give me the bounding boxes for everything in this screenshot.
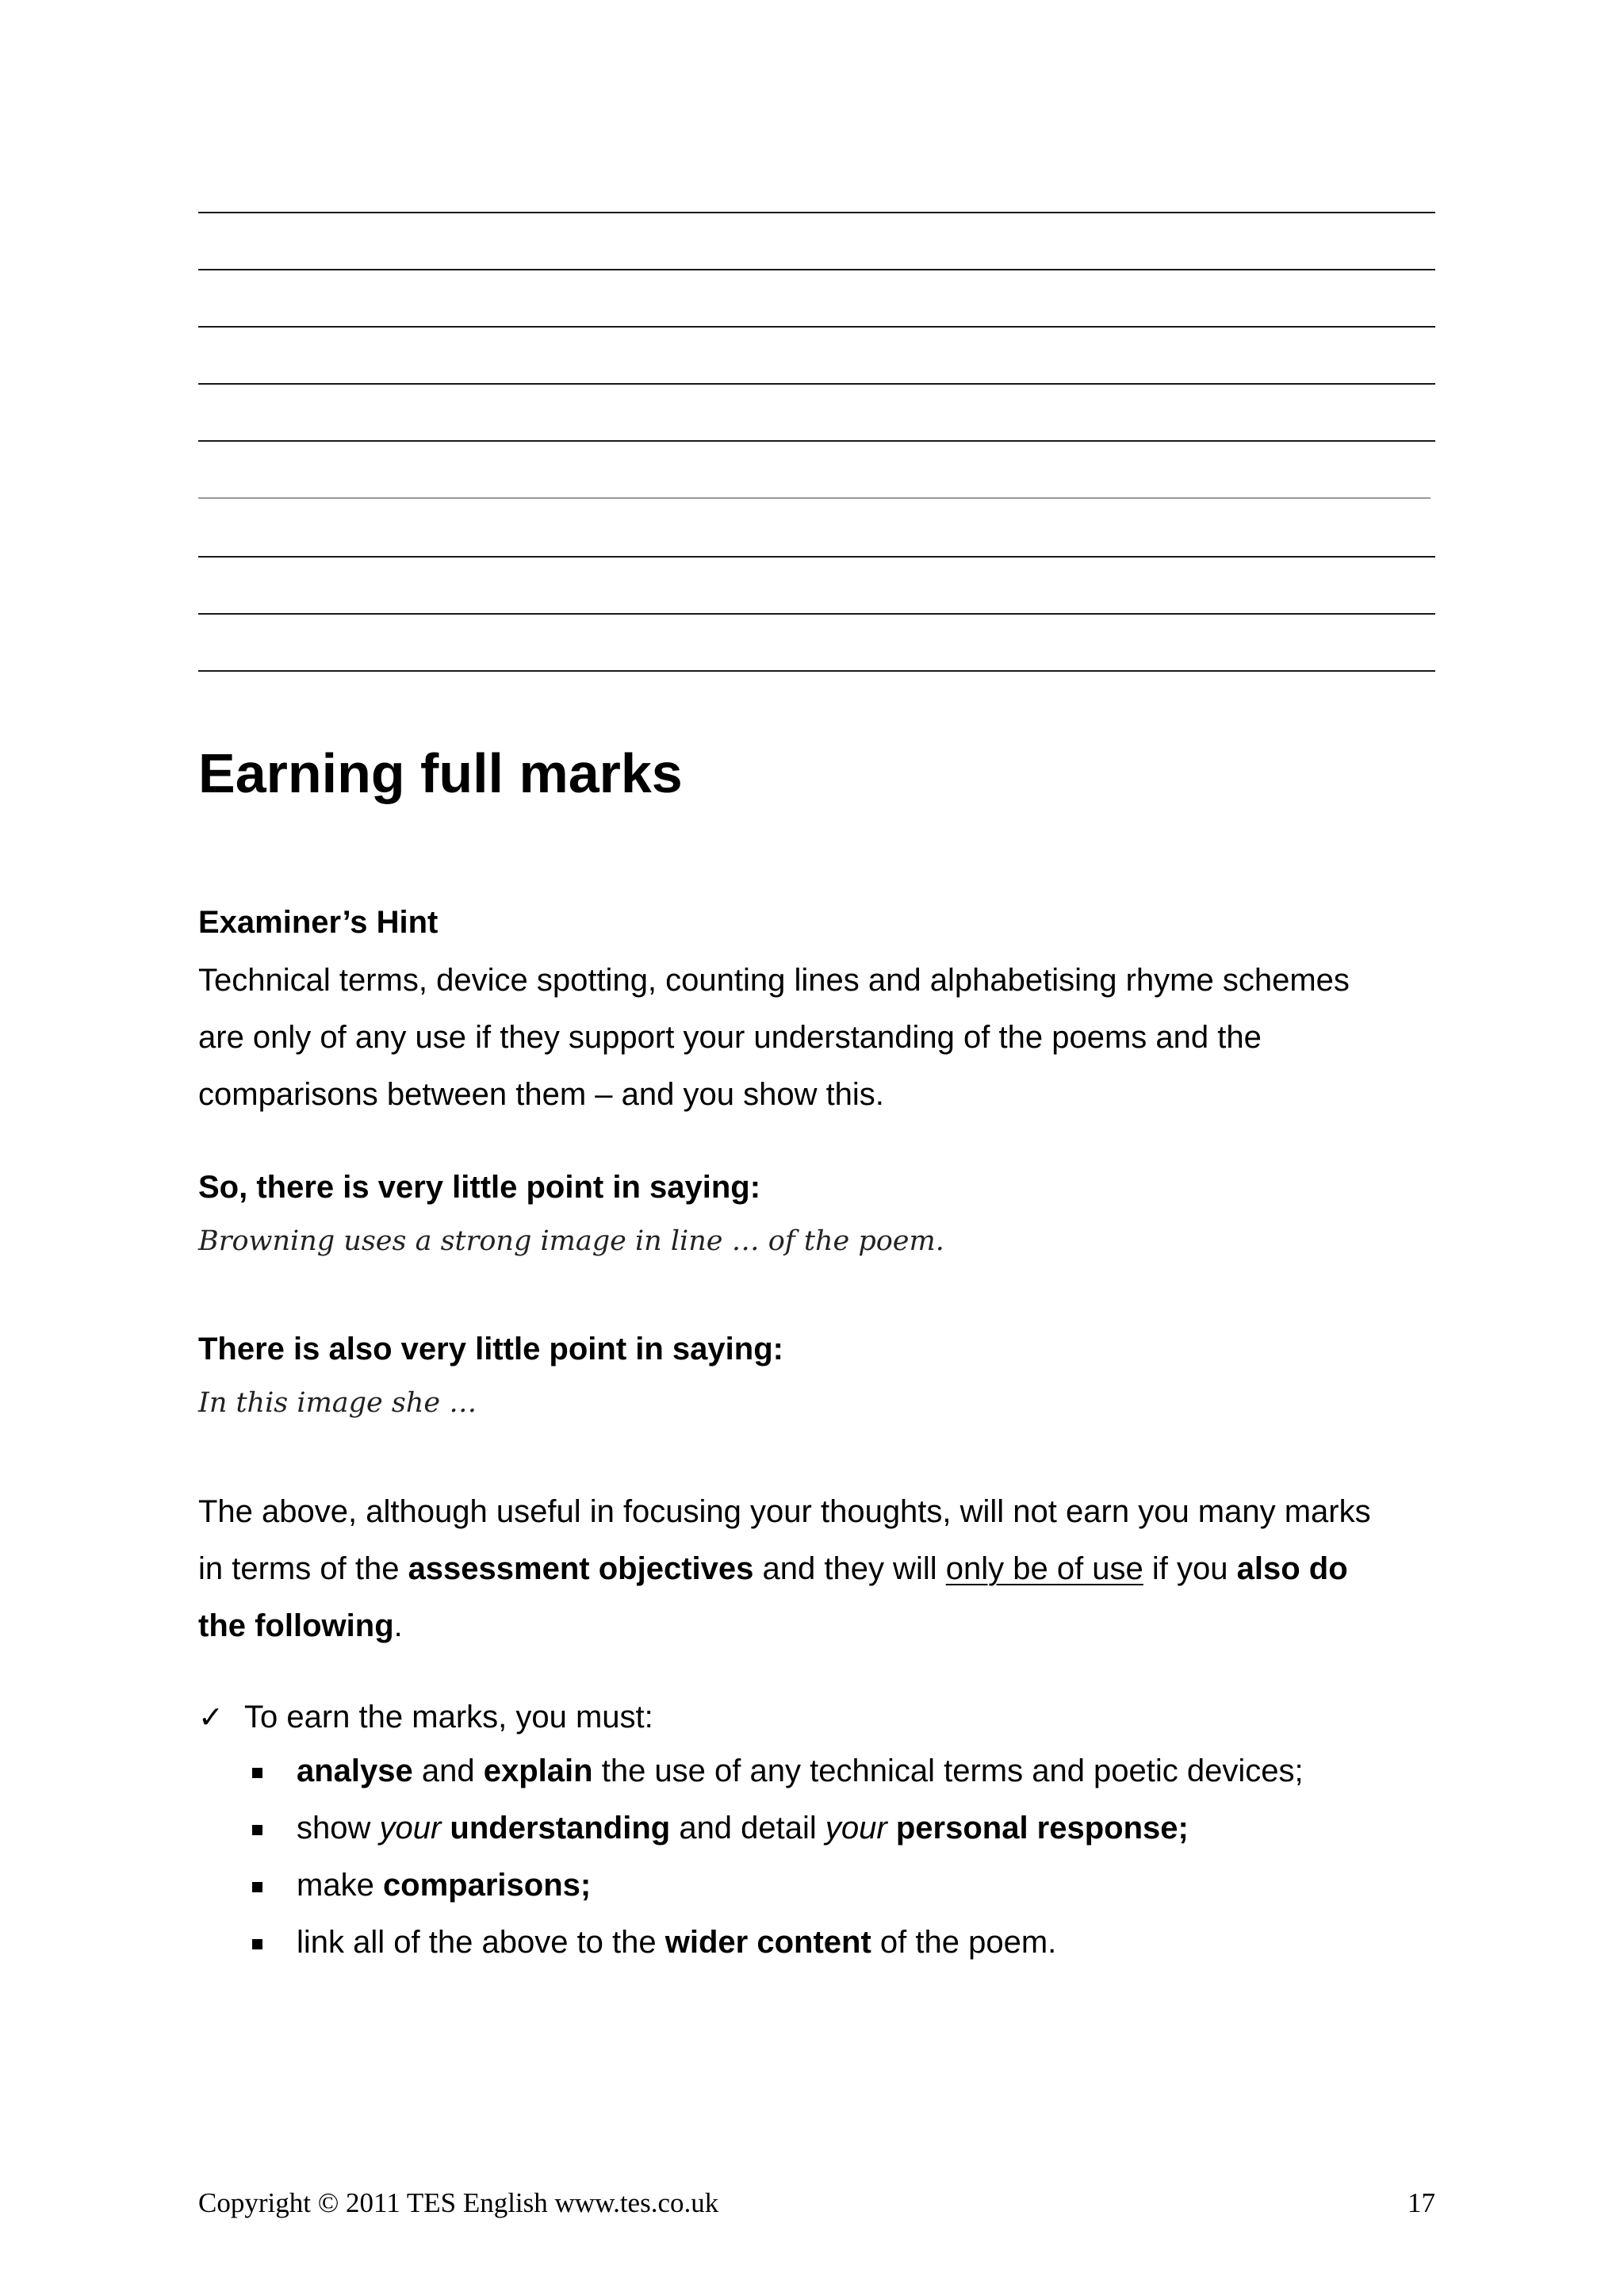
writing-line bbox=[198, 497, 1431, 499]
checkmark-icon: ✓ bbox=[198, 1700, 224, 1734]
square-bullet-icon bbox=[252, 1825, 262, 1835]
paragraph-line: in terms of the assessment objectives and they will only be of use if you also do bbox=[198, 1551, 1348, 1586]
square-bullet-icon bbox=[252, 1939, 262, 1949]
hint-line: are only of any use if they support your understanding of the poems and the bbox=[198, 1020, 1262, 1055]
square-bullet-icon bbox=[252, 1768, 262, 1778]
writing-line bbox=[198, 670, 1435, 672]
example-label: There is also very little point in saying: bbox=[198, 1332, 783, 1366]
copyright-text: Copyright © 2011 TES English www.tes.co.uk bbox=[198, 2187, 719, 2218]
example-text: Browning uses a strong image in line … of the poem. bbox=[198, 1225, 944, 1257]
hint-line: comparisons between them – and you show this. bbox=[198, 1077, 884, 1112]
page-number: 17 bbox=[1408, 2187, 1435, 2218]
writing-line bbox=[198, 440, 1435, 442]
hint-title: Examiner’s Hint bbox=[198, 905, 439, 940]
explanation-paragraph bbox=[198, 1483, 1435, 1654]
hint-line: Technical terms, device spotting, counting lines and alphabetising rhyme schemes bbox=[198, 963, 1350, 998]
document-page: Earning full marks Examiner’s Hint Technical terms, device spotting, counting lines and alphabetising rhyme schemes are only of any use if they support your understanding of the poems and the comparisons between them – and you show this. So, there is very little point in saying: Browning uses a strong image in line … of the poem. There is also very little point in saying: In this image she … The above, although useful in focusing your thoughts, will not earn you many marks in terms of the assessment objectives and they will only be of use if you also do the following. ✓ To earn the marks, you must: analyse and explain the use of any technical terms and poetic devices; show your understanding and detail your personal response; make comparisons; link all of the above to the wider content of the poem. Copyright © 2011 TES English www.tes.co.uk 17 bbox=[0, 0, 1624, 2296]
square-bullet-icon bbox=[252, 1882, 262, 1892]
checklist-intro: ✓ To earn the marks, you must: bbox=[198, 1700, 653, 1734]
paragraph-line: the following. bbox=[198, 1608, 403, 1643]
writing-line bbox=[198, 613, 1435, 615]
writing-line bbox=[198, 269, 1435, 270]
example-label: So, there is very little point in saying: bbox=[198, 1170, 761, 1205]
writing-line bbox=[198, 212, 1435, 213]
example-text: In this image she … bbox=[198, 1387, 477, 1419]
hint-body bbox=[198, 952, 1435, 1123]
paragraph-line: The above, although useful in focusing your thoughts, will not earn you many marks bbox=[198, 1494, 1371, 1529]
writing-line bbox=[198, 383, 1435, 385]
page-title: Earning full marks bbox=[198, 742, 683, 804]
writing-line bbox=[198, 326, 1435, 328]
writing-line bbox=[198, 556, 1435, 558]
